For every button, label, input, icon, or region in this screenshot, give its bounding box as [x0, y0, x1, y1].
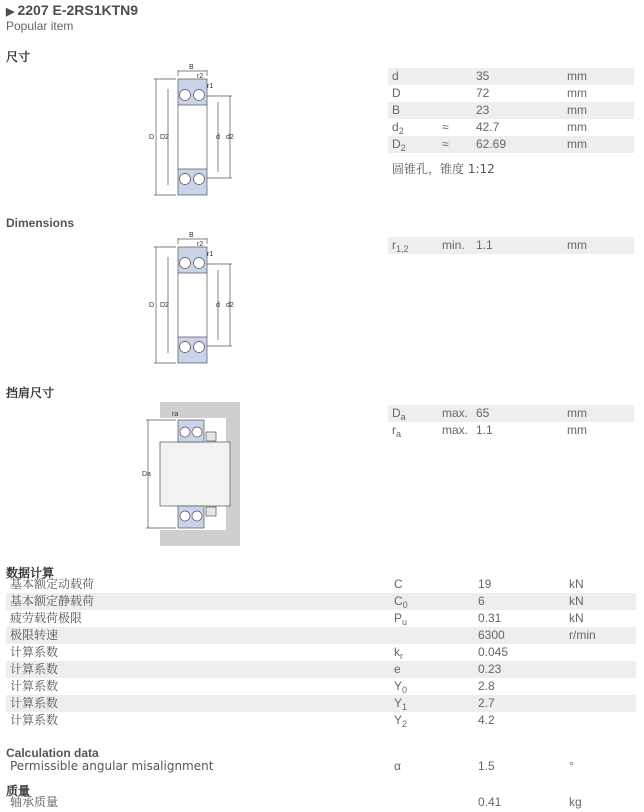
spec-symbol — [392, 422, 401, 439]
label-ra: ra — [172, 411, 179, 418]
spec-symbol — [392, 85, 401, 102]
label-r1: r1 — [207, 251, 214, 258]
spec-value: 65 — [476, 406, 490, 420]
label-r2: r2 — [197, 241, 204, 248]
spec-row — [388, 136, 634, 153]
calc-unit: kN — [569, 594, 584, 608]
calc-symbol-sub: 1 — [402, 702, 408, 712]
label-d2: d2 — [226, 134, 234, 141]
calc-symbol-text: C — [394, 577, 403, 591]
spec-row — [388, 405, 634, 422]
spec-symbol-sub: 2 — [398, 126, 404, 136]
section-dimensions-cn: 尺寸 — [6, 50, 31, 64]
spec-qualifier: ≈ — [442, 137, 449, 151]
calc-unit: r/min — [569, 628, 596, 642]
spec-value: 35 — [476, 69, 490, 83]
label-B: B — [189, 64, 194, 71]
calc-value: 0.31 — [478, 611, 502, 625]
calc-symbol — [394, 712, 407, 729]
spec-unit: mm — [567, 137, 587, 151]
spec-symbol — [392, 237, 409, 254]
calc-symbol-text: Y — [394, 713, 403, 727]
spec-value: 23 — [476, 103, 490, 117]
spec-symbol-text: r — [392, 423, 396, 437]
calc-row — [6, 758, 636, 775]
spec-symbol — [392, 119, 404, 136]
spec-value: 1.1 — [476, 238, 493, 252]
dimensions-en-table — [388, 237, 634, 254]
calc-unit: kN — [569, 611, 584, 625]
label-Da: Da — [142, 471, 151, 478]
calc-symbol-text: P — [394, 611, 403, 625]
taper-note: 圆锥孔，锥度 1:12 — [392, 162, 495, 176]
calc-label: 计算系数 — [10, 645, 59, 659]
spec-symbol-text: D — [392, 406, 401, 420]
calc-row — [6, 576, 636, 593]
calc-row — [6, 610, 636, 627]
calc-row — [6, 661, 636, 678]
bearing-drawing-2 — [140, 230, 240, 368]
calc-row — [6, 794, 636, 811]
calc-row — [6, 695, 636, 712]
label-D: D — [149, 302, 155, 309]
label-d: d — [216, 134, 220, 141]
spec-unit: mm — [567, 69, 587, 83]
calc-row — [6, 593, 636, 610]
spec-symbol-sub: a — [396, 429, 402, 439]
spec-unit: mm — [567, 238, 587, 252]
mass-table — [6, 794, 636, 811]
calc-symbol-text: C — [394, 594, 403, 608]
spec-unit: mm — [567, 120, 587, 134]
calc-symbol — [394, 695, 407, 712]
arrow-icon: ▶ — [6, 6, 15, 18]
label-d2: d2 — [226, 302, 234, 309]
spec-symbol — [392, 405, 406, 422]
spec-symbol-text: B — [392, 103, 401, 117]
label-d: d — [216, 302, 220, 309]
calc-label: 计算系数 — [10, 662, 59, 676]
calc-row — [6, 712, 636, 729]
calc-symbol-text: Y — [394, 679, 403, 693]
calc-value: 2.8 — [478, 679, 495, 693]
calc-value: 0.41 — [478, 795, 502, 809]
calc-value: 0.23 — [478, 662, 502, 676]
dimensions-table — [388, 68, 634, 153]
label-D: D — [149, 134, 155, 141]
label-r1: r1 — [207, 83, 214, 90]
calc-symbol-text: Y — [394, 696, 403, 710]
calc-symbol — [394, 661, 401, 678]
spec-qualifier: min. — [442, 238, 465, 252]
abutment-drawing — [136, 402, 244, 548]
title-text: 2207 E-2RS1KTN9 — [17, 2, 139, 18]
spec-symbol-text: d — [392, 120, 399, 134]
section-calc-en: Calculation data — [6, 746, 99, 760]
spec-symbol — [392, 102, 400, 119]
spec-unit: mm — [567, 86, 587, 100]
calc-value: 19 — [478, 577, 492, 591]
calc-unit: kN — [569, 577, 584, 591]
label-D2: D2 — [160, 302, 169, 309]
spec-unit: mm — [567, 103, 587, 117]
spec-symbol-text: D — [392, 137, 401, 151]
calc-symbol-text: e — [394, 662, 401, 676]
spec-symbol-sub: 2 — [400, 143, 406, 153]
calc-label: 极限转速 — [10, 628, 59, 642]
subtitle: Popular item — [6, 19, 74, 33]
spec-value: 72 — [476, 86, 490, 100]
spec-symbol-sub: 1,2 — [396, 244, 409, 254]
spec-symbol — [392, 68, 399, 85]
spec-value: 1.1 — [476, 423, 493, 437]
calc-symbol-sub: u — [402, 617, 408, 627]
calc-label: 基本额定静载荷 — [10, 594, 95, 608]
calc-value: 1.5 — [478, 759, 495, 773]
calc-symbol — [394, 610, 407, 627]
calc-symbol — [394, 758, 401, 775]
calc-symbol — [394, 576, 403, 593]
spec-row — [388, 119, 634, 136]
spec-symbol — [392, 136, 406, 153]
calc-label: 基本额定动载荷 — [10, 577, 95, 591]
calc-value: 4.2 — [478, 713, 495, 727]
calc-symbol-sub: 2 — [402, 719, 408, 729]
calc-value: 2.7 — [478, 696, 495, 710]
calc-label: 疲劳载荷极限 — [10, 611, 83, 625]
label-r2: r2 — [197, 73, 204, 80]
section-calc-cn: 数据计算 — [6, 566, 55, 580]
calc-symbol — [394, 644, 403, 661]
spec-qualifier: max. — [442, 406, 469, 420]
spec-row — [388, 237, 634, 254]
calc-label: 计算系数 — [10, 696, 59, 710]
spec-symbol-text: d — [392, 69, 399, 83]
spec-symbol-text: r — [392, 238, 396, 252]
spec-unit: mm — [567, 423, 587, 437]
calc-value: 6 — [478, 594, 485, 608]
spec-row — [388, 102, 634, 119]
calc-row — [6, 627, 636, 644]
abutment-table — [388, 405, 634, 439]
label-B: B — [189, 232, 194, 239]
calc-symbol-sub: 0 — [402, 600, 408, 610]
section-mass: 质量 — [6, 784, 31, 798]
spec-qualifier: max. — [442, 423, 469, 437]
calc-unit: ° — [569, 759, 574, 773]
spec-row — [388, 85, 634, 102]
spec-value: 62.69 — [476, 137, 507, 151]
section-abutment: 挡肩尺寸 — [6, 386, 55, 400]
calc-label: 计算系数 — [10, 713, 59, 727]
calc-label: Permissible angular misalignment — [10, 759, 214, 773]
product-title — [6, 2, 138, 18]
spec-row — [388, 422, 634, 439]
calc-unit: kg — [569, 795, 582, 809]
calc-symbol — [394, 593, 408, 610]
calc-label: 轴承质量 — [10, 795, 59, 809]
calc-row — [6, 678, 636, 695]
calc-symbol — [394, 678, 407, 695]
calc-table — [6, 576, 636, 729]
label-D2: D2 — [160, 134, 169, 141]
calc-row — [6, 644, 636, 661]
section-dimensions-en: Dimensions — [6, 216, 75, 230]
calc-symbol-sub: 0 — [402, 685, 408, 695]
bearing-drawing-1 — [140, 62, 240, 200]
spec-unit: mm — [567, 406, 587, 420]
calc-symbol-text: k — [394, 645, 400, 659]
calc-label: 计算系数 — [10, 679, 59, 693]
spec-row — [388, 68, 634, 85]
calc-symbol-sub: r — [400, 651, 403, 661]
spec-symbol-sub: a — [400, 412, 406, 422]
calc-value: 6300 — [478, 628, 505, 642]
spec-value: 42.7 — [476, 120, 500, 134]
calc-value: 0.045 — [478, 645, 509, 659]
spec-symbol-text: D — [392, 86, 401, 100]
calc-en-table — [6, 758, 636, 775]
calc-symbol-text: α — [394, 759, 401, 773]
spec-qualifier: ≈ — [442, 120, 449, 134]
